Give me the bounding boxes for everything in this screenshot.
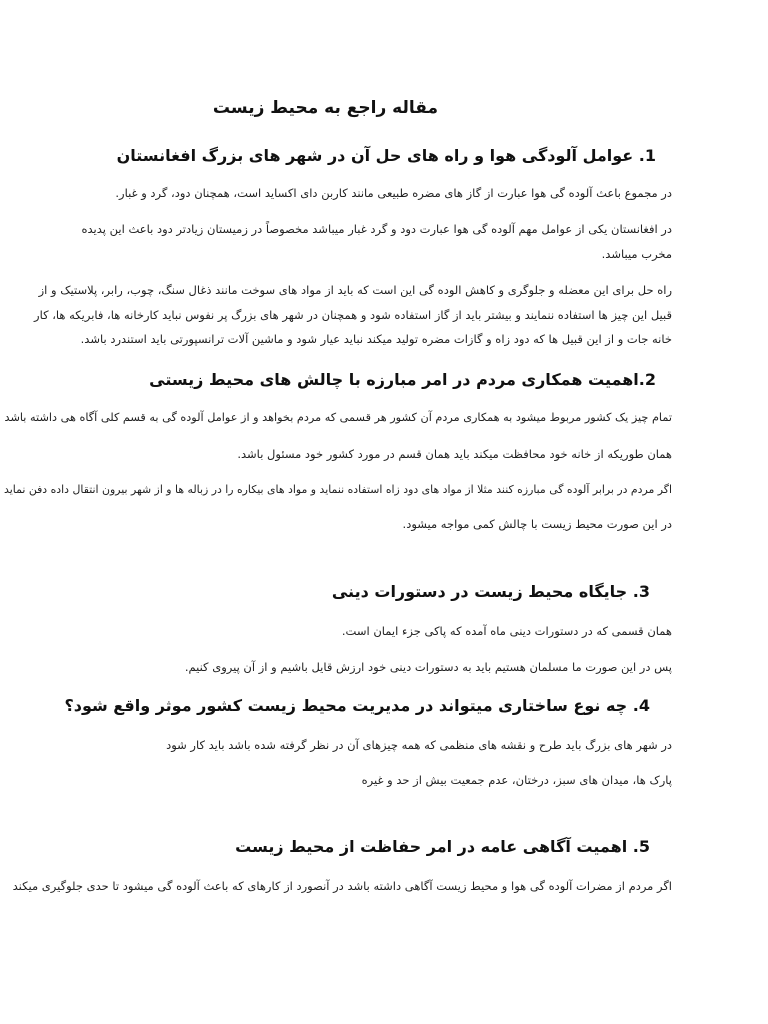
section-4-heading xyxy=(64,696,650,715)
section-2-line-1: تمام چیز یک کشور مربوط میشود به همکاری مردم آن کشور هر قسمی که مردم بخواهد و از عوامل آلوده گی به قسم کلی آگاه هی داشته باشد xyxy=(4,411,672,424)
section-2-line-4: در این صورت محیط زیست با چالش کمی مواجه میشود. xyxy=(402,517,672,531)
section-1-line-3: مخرب میباشد. xyxy=(601,247,672,261)
section-1-heading xyxy=(117,146,656,165)
document-title: مقاله راجع به محیط زیست xyxy=(212,98,438,118)
section-number: 4. xyxy=(632,696,650,715)
section-2-line-2: همان طوریکه از خانه خود محافظت میکند باید همان قسم در مورد کشور خود مسئول باشد. xyxy=(237,447,672,461)
section-3-heading xyxy=(332,582,650,601)
section-number: 5. xyxy=(632,837,650,856)
section-heading-text: چه نوع ساختاری میتواند در مدیریت محیط زیست کشور موثر واقع شود؟ xyxy=(64,696,628,715)
section-heading-text: جایگاه محیط زیست در دستورات دینی xyxy=(331,582,628,601)
section-heading-text: عوامل آلودگی هوا و راه های حل آن در شهر های بزرگ افغانستان xyxy=(116,146,634,165)
section-1-line-5: قبیل این چیز ها استفاده ننمایند و بیشتر باید از گاز استفاده شود و همچنان در شهر های بزرگ پر نفوس نباید کارخانه ها، فابریکه ها، کار xyxy=(34,308,672,322)
section-3-line-2: پس در این صورت ما مسلمان هستیم باید به دستورات دینی خود ارزش قایل باشیم و از آن پیروی کنیم. xyxy=(184,660,672,674)
section-1-line-6: خانه جات و از این قبیل ها که دود زاه و گازات مضره تولید میکند نباید عیار شود و ماشین آلات ترانسپورتی باید استندرد باشد. xyxy=(80,332,672,346)
section-4-line-2: پارک ها، میدان های سبز، درختان، عدم جمعیت بیش از حد و غیره xyxy=(361,773,672,787)
section-number: 1. xyxy=(638,146,656,165)
section-5-heading xyxy=(235,837,650,856)
section-1-line-4: راه حل برای این معضله و جلوگری و کاهش الوده گی این است که باید از مواد های سوخت مانند ذغال سنگ، چوب، رابر، پلاستیک و از xyxy=(38,283,672,297)
section-number: 3. xyxy=(632,582,650,601)
section-1-line-1: در مجموع باعث آلوده گی هوا عبارت از گاز های مضره طبیعی مانند کاربن دای اکساید است، همچنان دود، گرد و غبار. xyxy=(115,186,672,200)
section-2-line-3: اگر مردم در برابر آلوده گی مبارزه کنند مثلا از مواد های دود زاه استفاده ننماید و مواد های بیکاره را در زباله ها و از شهر بیرون انتقال داده دفن نماید xyxy=(4,483,672,496)
section-1-line-2: در افغانستان یکی از عوامل مهم آلوده گی هوا عبارت دود و گرد غبار میباشد مخصوصاً در زمیستان زیادتر دود باعث این پدیده xyxy=(81,222,672,236)
section-2-heading xyxy=(149,370,656,389)
section-heading-text: اهمیت همکاری مردم در امر مبارزه با چالش های محیط زیستی xyxy=(149,370,639,389)
section-5-line-1: اگر مردم از مضرات آلوده گی هوا و محیط زیست آگاهی داشته باشد در آنصورد از کارهای که باعث آلوده گی میشود تا حدی جلوگیری میکند xyxy=(12,879,672,893)
section-heading-text: اهمیت آگاهی عامه در امر حفاظت از محیط زیست xyxy=(235,837,628,856)
section-4-line-1: در شهر های بزرگ باید طرح و نقشه های منظمی که همه چیزهای آن در نظر گرفته شده باشد باید کار شود xyxy=(166,738,672,752)
section-number: 2. xyxy=(638,370,656,389)
section-3-line-1: همان قسمی که در دستورات دینی ماه آمده که پاکی جزء ایمان است. xyxy=(341,624,672,638)
